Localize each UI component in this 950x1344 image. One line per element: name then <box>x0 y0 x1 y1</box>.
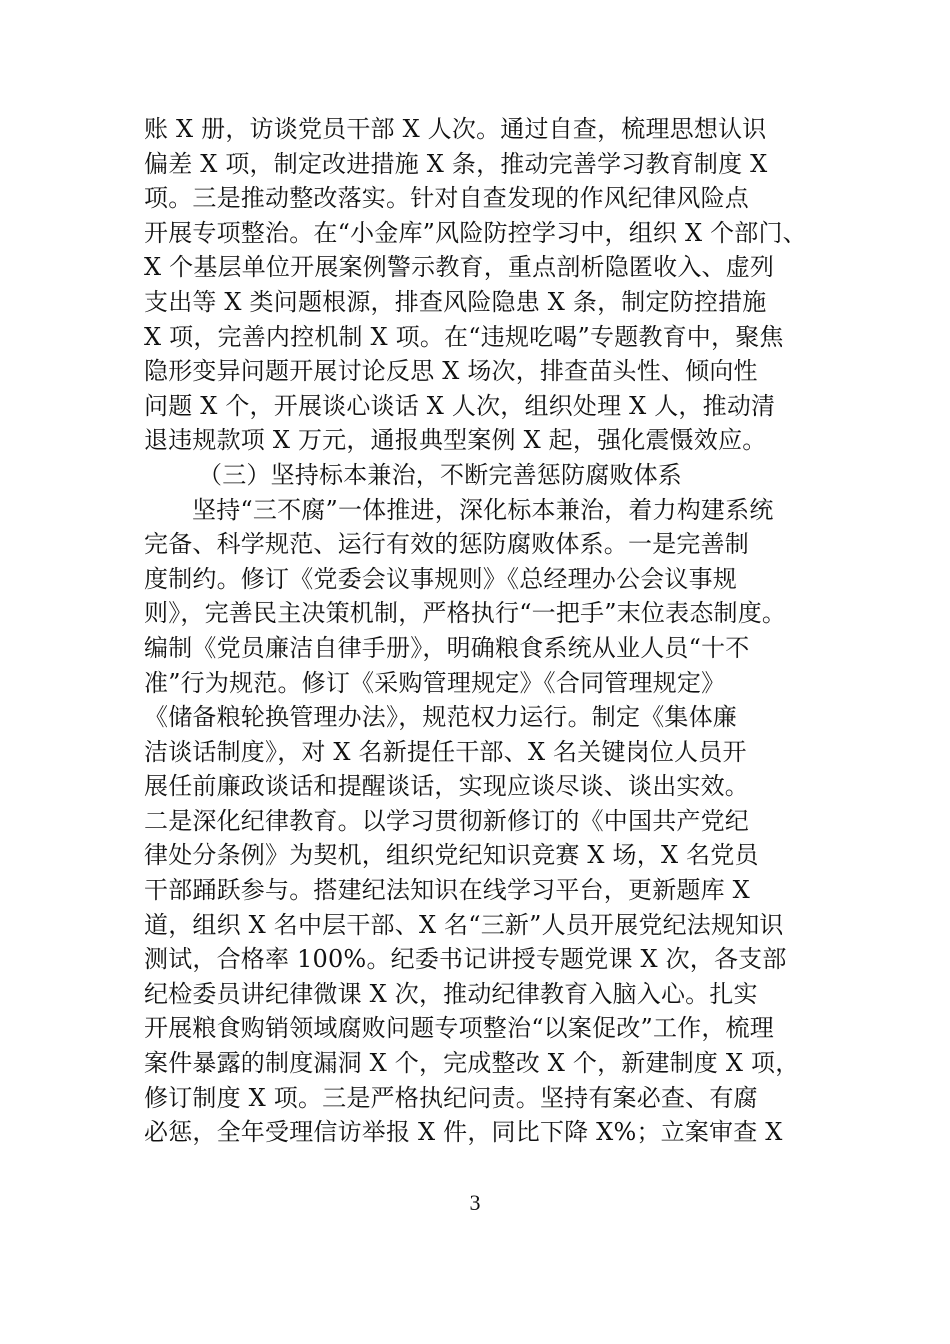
text-line: 则》，完善民主决策机制，严格执行“一把手”末位表态制度。 <box>144 599 787 628</box>
text-line: 修订制度 X 项。三是严格执纪问责。坚持有案必查、有腐 <box>144 1083 758 1112</box>
text-line: 偏差 X 项，制定改进措施 X 条，推动完善学习教育制度 X <box>144 149 768 178</box>
section-heading: （三）坚持标本兼治，不断完善惩防腐败体系 <box>198 460 682 489</box>
text-line: 度制约。修订《党委会议事规则》《总经理办公会议事规 <box>144 564 737 593</box>
text-line: 完备、科学规范、运行有效的惩防腐败体系。一是完善制 <box>144 530 749 559</box>
text-line: 洁谈话制度》，对 X 名新提任干部、X 名关键岗位人员开 <box>144 737 747 766</box>
text-line: 隐形变异问题开展讨论反思 X 场次，排查苗头性、倾向性 <box>144 357 758 386</box>
text-line: 开展专项整治。在“小金库”风险防控学习中，组织 X 个部门、 <box>144 218 807 247</box>
text-line: 二是深化纪律教育。以学习贯彻新修订的《中国共产党纪 <box>144 806 749 835</box>
text-line: 问题 X 个，开展谈心谈话 X 人次，组织处理 X 人，推动清 <box>144 391 776 420</box>
text-line: 账 X 册，访谈党员干部 X 人次。通过自查，梳理思想认识 <box>144 115 767 143</box>
text-line: 编制《党员廉洁自律手册》，明确粮食系统从业人员“十不 <box>144 633 750 662</box>
text-line: 《储备粮轮换管理办法》，规范权力运行。制定《集体廉 <box>144 703 737 732</box>
text-line: X 项，完善内控机制 X 项。在“违规吃喝”专题教育中，聚焦 <box>144 322 784 351</box>
text-line: 必惩，全年受理信访举报 X 件，同比下降 X%；立案审查 X <box>144 1118 783 1147</box>
text-line: 案件暴露的制度漏洞 X 个，完成整改 X 个，新建制度 X 项， <box>144 1049 800 1078</box>
page-number: 3 <box>469 1190 481 1215</box>
paragraph-first-line: 坚持“三不腐”一体推进，深化标本兼治，着力构建系统 <box>192 495 774 524</box>
text-line: 退违规款项 X 万元，通报典型案例 X 起，强化震慑效应。 <box>144 426 767 455</box>
body-text <box>144 112 844 1150</box>
text-line: 展任前廉政谈话和提醒谈话，实现应谈尽谈、谈出实效。 <box>144 772 749 801</box>
text-line: 开展粮食购销领域腐败问题专项整治“以案促改”工作，梳理 <box>144 1014 774 1043</box>
text-line: 干部踊跃参与。搭建纪法知识在线学习平台，更新题库 X <box>144 876 750 905</box>
text-line: 道，组织 X 名中层干部、X 名“三新”人员开展党纪法规知识 <box>144 910 784 939</box>
text-line: 纪检委员讲纪律微课 X 次，推动纪律教育入脑入心。扎实 <box>144 979 758 1008</box>
text-line: 项。三是推动整改落实。针对自查发现的作风纪律风险点 <box>144 184 749 213</box>
text-line: X 个基层单位开展案例警示教育，重点剖析隐匿收入、虚列 <box>144 253 775 282</box>
text-line: 测试，合格率 100%。纪委书记讲授专题党课 X 次，各支部 <box>144 945 787 974</box>
text-line: 律处分条例》为契机，组织党纪知识竞赛 X 场，X 名党员 <box>144 841 759 870</box>
text-line: 支出等 X 类问题根源，排查风险隐患 X 条，制定防控措施 <box>144 287 767 316</box>
text-line: 准”行为规范。修订《采购管理规定》《合同管理规定》 <box>144 668 726 697</box>
